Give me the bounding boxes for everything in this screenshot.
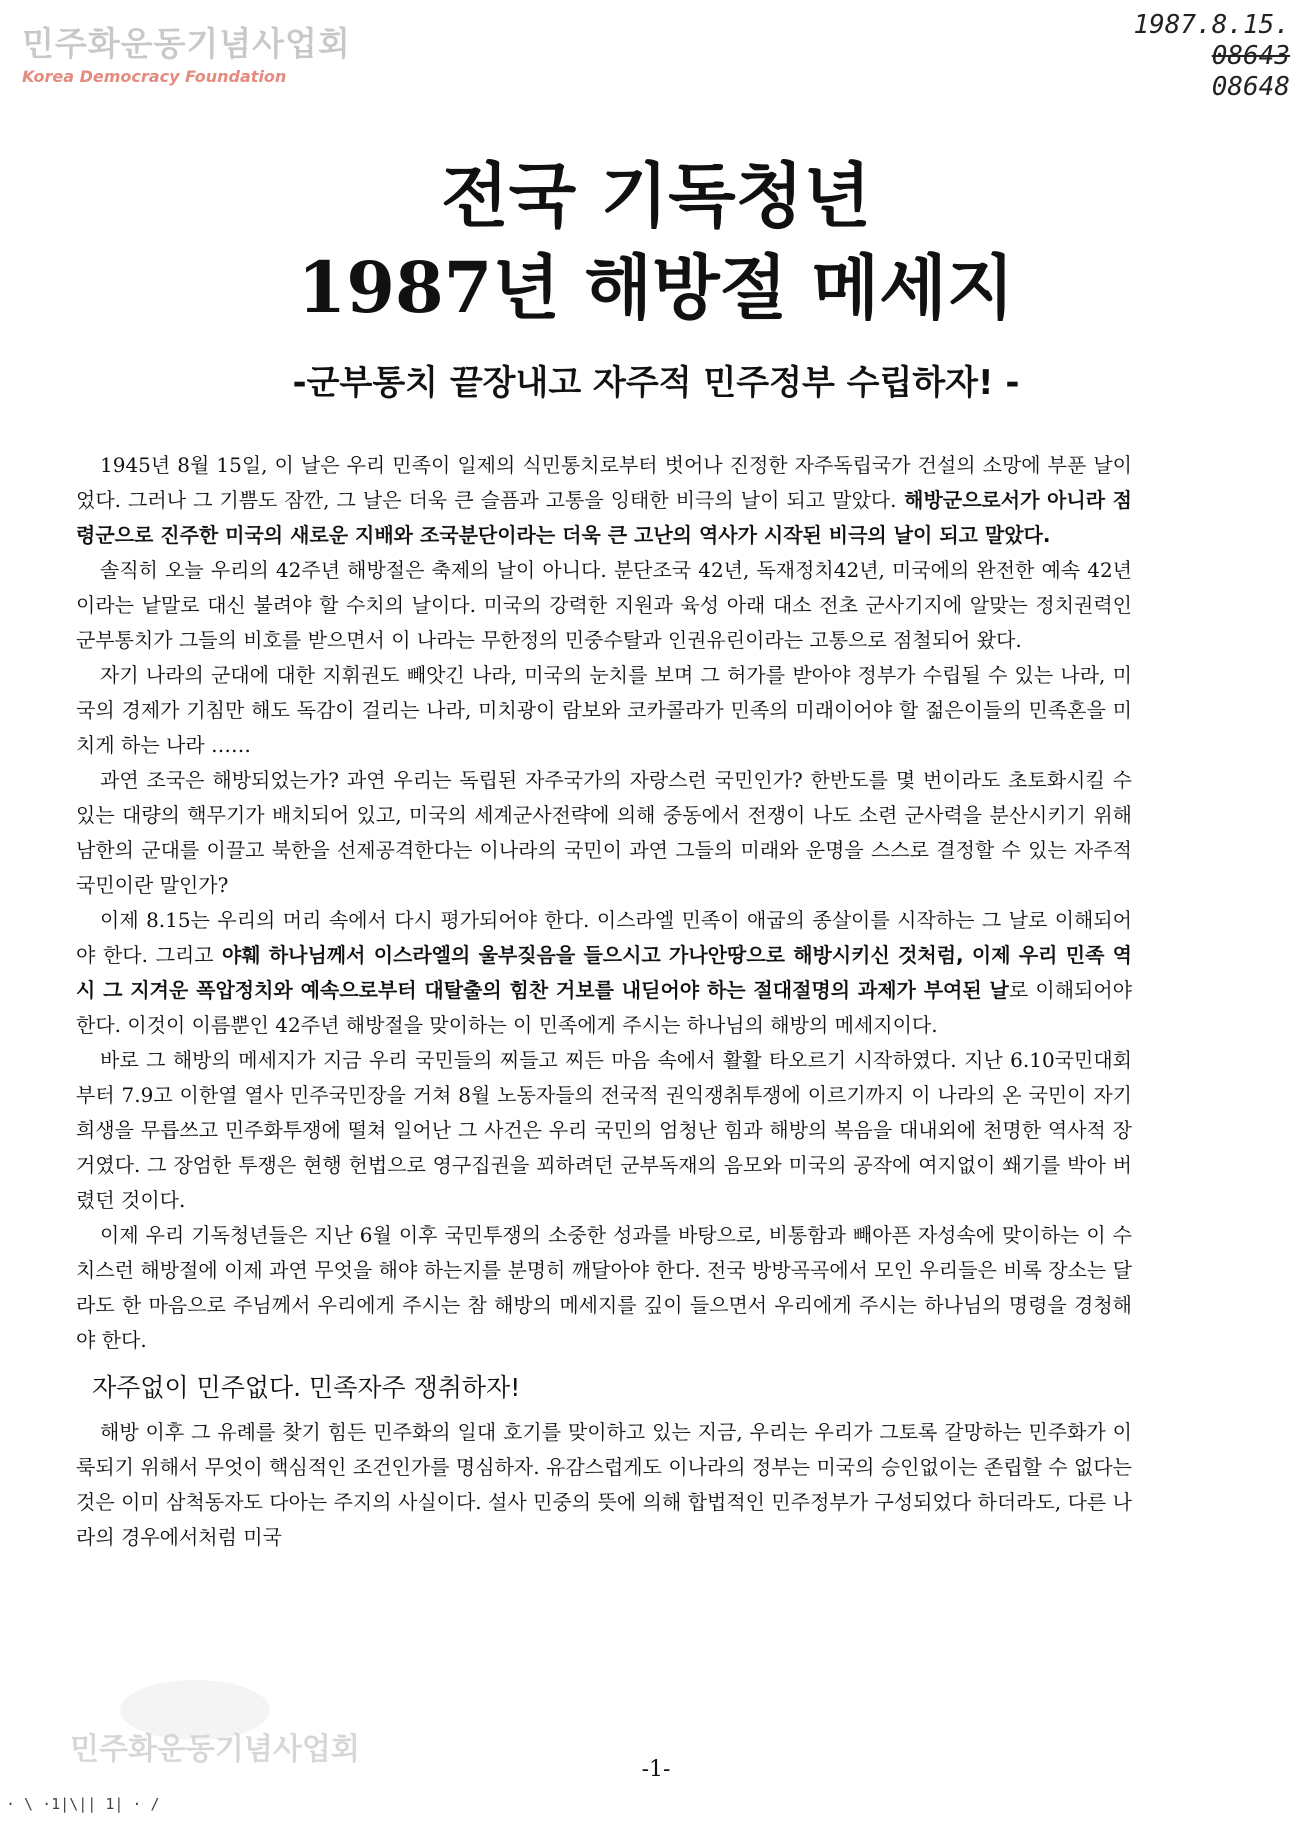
watermark-bottom: 민주화운동기념사업회 xyxy=(70,1732,360,1767)
paragraph-emphasis: 해방군으로서가 아니라 점령군으로 진주한 미국의 새로운 지배와 조국분단이라는 더욱 큰 고난의 역사가 시작된 비극의 날이 되고 말았다. xyxy=(76,488,1132,547)
paragraph-text: 과연 조국은 해방되었는가? 과연 우리는 독립된 자주국가의 자랑스런 국민인가? 한반도를 몇 번이라도 초토화시킬 수 있는 대량의 핵무기가 배치되어 있고, 미국의 세계군사전략에 의해 중동에서 전쟁이 나도 소련 군사력을 분산시키기 위해 남한의 군대를 이끌고 북한을 선제공격한다는 이나라의 국민이 과연 그들의 미래와 운명을 스스로 결정할 수 있는 자주적 국민이란 말인가? xyxy=(76,768,1132,897)
handwritten-number: 08648 xyxy=(1211,72,1290,103)
watermark-logo xyxy=(22,18,351,86)
handwritten-date: 1987.8.15. xyxy=(1133,10,1290,40)
paragraph xyxy=(76,1043,1132,1218)
paragraph-text: 자기 나라의 군대에 대한 지휘권도 빼앗긴 나라, 미국의 눈치를 보며 그 허가를 받아야 정부가 수립될 수 있는 나라, 미국의 경제가 기침만 해도 독감이 걸리는 나라, 미치광이 람보와 코카콜라가 민족의 미래이어야 할 젊은이들의 민족혼을 미치게 하는 나라 …… xyxy=(76,663,1132,757)
paragraph: 해방 이후 그 유례를 찾기 힘든 민주화의 일대 호기를 맞이하고 있는 지금, 우리는 우리가 그토록 갈망하는 민주화가 이룩되기 위해서 무엇이 핵심적인 조건인가를 명심하자. 유감스럽게도 이나라의 정부는 미국의 승인없이는 존립할 수 없다는 것은 이미 삼척동자도 다아는 주지의 사실이다. 설사 민중의 뜻에 의해 합법적인 민주정부가 구성되었다 하더라도, 다른 나라의 경우에서처럼 미국 xyxy=(76,1420,1132,1549)
paragraph-text: 솔직히 오늘 우리의 42주년 해방절은 축제의 날이 아니다. 분단조국 42년, 독재정치42년, 미국에의 완전한 예속 42년이라는 낱말로 대신 불려야 할 수치의 날이다. 미국의 강력한 지원과 육성 아래 대소 전초 군사기지에 알맞는 정치권력인 군부통치가 그들의 비호를 받으면서 이 나라는 무한정의 민중수탈과 인권유린이라는 고통으로 점철되어 왔다. xyxy=(76,558,1132,652)
paragraph-text: 1945년 8월 15일, 이 날은 우리 민족이 일제의 식민통치로부터 벗어나 진정한 자주독립국가 건설의 소망에 부푼 날이었다. 그러나 그 기쁨도 잠깐, 그 날은 더욱 큰 슬픔과 고통을 잉태한 비극의 날이 되고 말았다. xyxy=(76,453,1132,512)
paragraph xyxy=(76,903,1132,1043)
watermark-korean: 민주화운동기념사업회 xyxy=(22,24,351,63)
watermark-english: Korea Democracy Foundation xyxy=(22,67,287,86)
paragraph xyxy=(76,763,1132,903)
section-heading: 자주없이 민주없다. 민족자주 쟁취하자! xyxy=(92,1373,521,1402)
document-body xyxy=(76,448,1132,1555)
paragraph-text: 이제 우리 기독청년들은 지난 6월 이후 국민투쟁의 소중한 성과를 바탕으로, 비통함과 빼아픈 자성속에 맞이하는 이 수치스런 해방절에 이제 과연 무엇을 해야 하는지를 분명히 깨달아야 한다. 전국 방방곡곡에서 모인 우리들은 비록 장소는 달라도 한 마음으로 주님께서 우리에게 주시는 참 해방의 메세지를 깊이 들으면서 우리에게 주시는 하나님의 명령을 경청해야 한다. xyxy=(76,1223,1132,1352)
handwritten-note xyxy=(1133,10,1290,104)
document-subtitle: -군부통치 끝장내고 자주적 민주정부 수립하자! - xyxy=(292,363,1020,403)
paragraph-text: 로 이해되어야 한다. 이것이 이름뿐인 42주년 해방절을 맞이하는 이 민족에게 주시는 하나님의 해방의 메세지이다. xyxy=(76,978,1132,1037)
paragraph xyxy=(76,658,1132,763)
handwritten-struck-number: 08643 xyxy=(1211,41,1290,72)
paragraph-emphasis: 야훼 하나님께서 이스라엘의 울부짖음을 들으시고 가나안땅으로 해방시키신 것처럼, 이제 우리 민족 역시 그 지겨운 폭압정치와 예속으로부터 대탈출의 힘찬 거보를 내딛어야 하는 절대절명의 과제가 부여된 날 xyxy=(76,943,1132,1002)
paragraph xyxy=(76,553,1132,658)
paragraph xyxy=(76,1218,1132,1358)
title-line-1: 전국 기독청년 xyxy=(440,154,872,237)
paragraph-text: 이제 8.15는 우리의 머리 속에서 다시 평가되어야 한다. 이스라엘 민족이 애굽의 종살이를 시작하는 그 날로 이해되어야 한다. 그리고 xyxy=(76,908,1132,967)
footer-scribble: · \ ·1|\|| 1| · / xyxy=(6,1795,160,1813)
paragraph xyxy=(76,448,1132,553)
title-line-2: 1987년 해방절 메세지 xyxy=(297,246,1015,329)
page-number: -1- xyxy=(641,1757,671,1782)
paragraph-text: 바로 그 해방의 메세지가 지금 우리 국민들의 찌들고 찌든 마음 속에서 활활 타오르기 시작하였다. 지난 6.10국민대회부터 7.9고 이한열 열사 민주국민장을 거쳐 8월 노동자들의 전국적 권익쟁취투쟁에 이르기까지 이 나라의 온 국민이 자기희생을 무릅쓰고 민주화투쟁에 떨쳐 일어난 그 사건은 우리 국민의 엄청난 힘과 해방의 복음을 대내외에 천명한 역사적 장거였다. 그 장엄한 투쟁은 현행 헌법으로 영구집권을 꾀하려던 군부독재의 음모와 미국의 공작에 여지없이 쐐기를 박아 버렸던 것이다. xyxy=(76,1048,1132,1212)
document-title xyxy=(0,150,1312,334)
